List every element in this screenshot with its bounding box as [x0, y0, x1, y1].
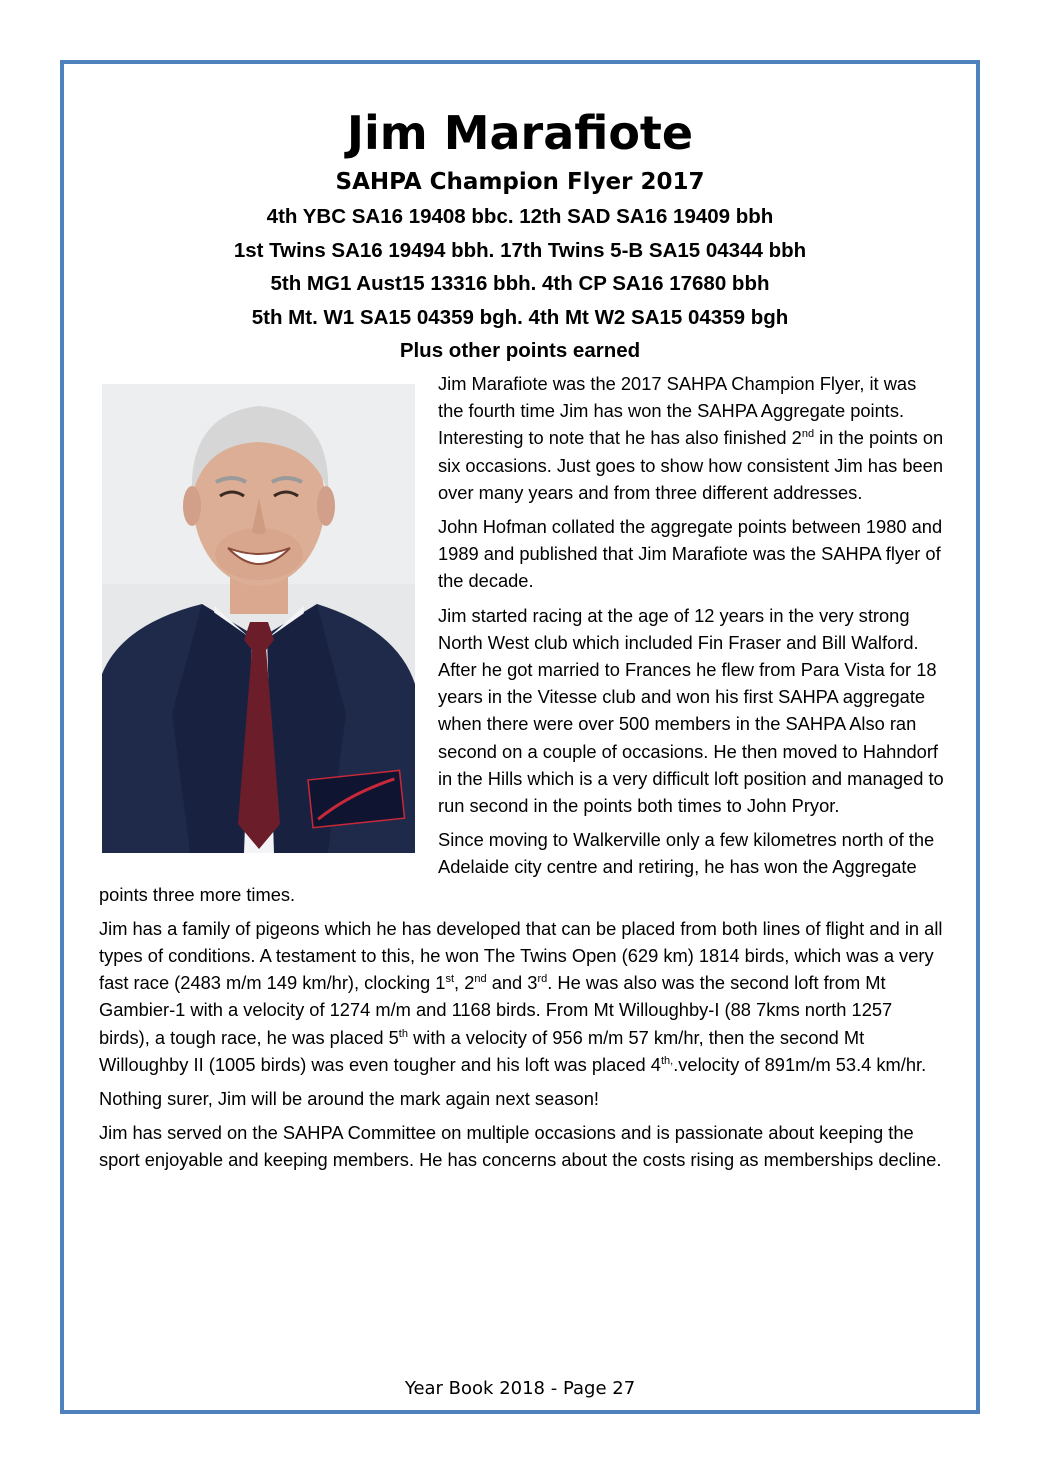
result-line: Plus other points earned [399, 339, 641, 362]
paragraph: Jim started racing at the age of 12 years in the very strong North West club which included Fin Fraser and Bill Walford. After he got married to Frances he flew from Para Vista for 18 years in the Vitesse club and won his first SAHPA aggregate when there were over 500 members in the SAHPA Also ran second on a couple of occasions. He then moved to Hahndorf in the Hills which is a very difficult loft position and managed to run second in the points both times to John Pryor. [438, 604, 944, 817]
result-line: 1st Twins SA16 19494 bbh. 17th Twins 5-B SA15 04344 bbh [233, 238, 807, 262]
paragraph: Nothing surer, Jim will be around the mark again next season! [99, 1088, 599, 1110]
article-body [99, 370, 944, 1181]
paragraph: Jim has a family of pigeons which he has developed that can be placed from both lines of flight and in all types of conditions. A testament to this, he won The Twins Open (629 km) 1814 birds, which was a very fast race (2483 m/m 149 km/hr), clocking 1st, 2nd and 3rd. He was also was the second loft from Mt Gambier-1 with a velocity of 1274 m/m and 1168 birds. From Mt Willoughby-I (88 7kms north 1257 birds), a tough race, he was placed 5th with a velocity of 956 m/m 57 km/hr, then the second Mt Willoughby II (1005 birds) was even tougher and his loft was placed $4^{th,}.velocity$ of 891m/m 53.4 km/hr. [99, 917, 943, 1075]
paragraph: Jim has served on the SAHPA Committee on multiple occasions and is passionate about keeping the sport enjoyable and keeping members. He has concerns about the costs rising as memberships decline. [99, 1122, 942, 1171]
result-line: 5th Mt. W1 SA15 04359 bgh. 4th Mt W2 SA15 04359 bgh [251, 305, 789, 329]
paragraph: John Hofman collated the aggregate points between 1980 and 1989 and published that Jim Marafiote was the SAHPA flyer of the decade. [438, 516, 943, 592]
result-line: 4th YBC SA16 19408 bbc. 12th SAD SA16 19409 bbh [266, 205, 774, 228]
page-title: Jim Marafiote [346, 106, 694, 160]
paragraph: Since moving to Walkerville only a few kilometres north of the Adelaide city centre and retiring, he has won the Aggregate points three more times. [99, 829, 935, 905]
result-line: 5th MG1 Aust15 13316 bbh. 4th CP SA16 17680 bbh [270, 272, 770, 295]
results-list [64, 200, 976, 368]
page-footer: Year Book 2018 - Page 27 [404, 1378, 636, 1399]
page-subtitle: SAHPA Champion Flyer 2017 [335, 169, 705, 195]
paragraph: Jim Marafiote was the 2017 SAHPA Champion Flyer, it was the fourth time Jim has won the SAHPA Aggregate points. Interesting to note that he has also finished 2nd in the points on six occasions. Just goes to show how consistent Jim has been over many years and from three different addresses. [438, 373, 944, 503]
